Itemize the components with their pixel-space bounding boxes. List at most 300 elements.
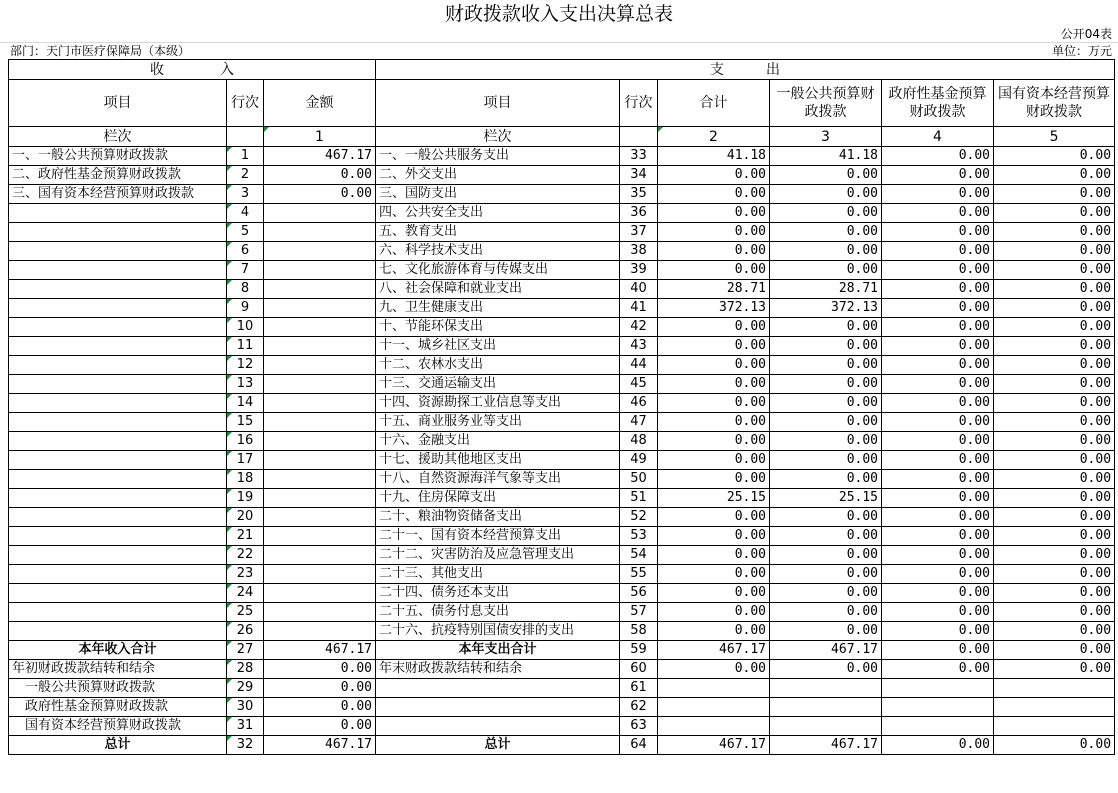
row-number: 37	[620, 223, 658, 242]
income-item-cell: 二、政府性基金预算财政拨款	[9, 166, 227, 185]
row-number: 9	[227, 299, 264, 318]
expense-item-cell: 四、公共安全支出	[376, 204, 620, 223]
amount-cell: 0.00	[770, 584, 882, 603]
amount-cell: 0.00	[882, 432, 994, 451]
amount-cell	[264, 527, 376, 546]
amount-cell: 0.00	[658, 166, 770, 185]
row-number: 19	[227, 489, 264, 508]
amount-cell: 0.00	[770, 356, 882, 375]
row-number: 26	[227, 622, 264, 641]
income-item-cell	[9, 584, 227, 603]
row-number: 34	[620, 166, 658, 185]
amount-cell: 0.00	[882, 394, 994, 413]
table-row	[9, 432, 1115, 451]
amount-cell: 0.00	[882, 299, 994, 318]
amount-cell	[264, 470, 376, 489]
amount-cell: 0.00	[770, 451, 882, 470]
expense-item-cell: 二十三、其他支出	[376, 565, 620, 584]
empty-cell	[376, 698, 620, 717]
amount-cell: 0.00	[770, 432, 882, 451]
amount-cell: 0.00	[770, 565, 882, 584]
expense-item-cell: 五、教育支出	[376, 223, 620, 242]
amount-cell: 0.00	[994, 147, 1115, 166]
summary-row-grand-total	[9, 736, 1115, 755]
amount-cell: 0.00	[770, 546, 882, 565]
amount-cell: 0.00	[994, 356, 1115, 375]
empty-cell	[770, 698, 882, 717]
amount-cell: 372.13	[658, 299, 770, 318]
amount-cell: 41.18	[770, 147, 882, 166]
amount-cell: 0.00	[770, 413, 882, 432]
row-number: 42	[620, 318, 658, 337]
empty-cell	[376, 717, 620, 736]
amount-cell: 0.00	[882, 641, 994, 660]
income-rowno-header: 行次	[227, 80, 264, 127]
amount-cell: 0.00	[882, 508, 994, 527]
header-row-group	[9, 60, 1115, 80]
expense-total-header: 合计	[658, 80, 770, 127]
table-row	[9, 299, 1115, 318]
expense-item-cell: 十一、城乡社区支出	[376, 337, 620, 356]
empty-cell	[620, 127, 658, 147]
amount-cell: 0.00	[658, 565, 770, 584]
empty-cell	[658, 679, 770, 698]
amount-cell: 0.00	[658, 318, 770, 337]
row-number: 50	[620, 470, 658, 489]
state-capital-header: 国有资本经营预算财政拨款	[994, 80, 1115, 127]
begin-fund-label: 政府性基金预算财政拨款	[9, 698, 227, 717]
amount-cell: 0.00	[658, 185, 770, 204]
row-number: 12	[227, 356, 264, 375]
income-item-cell	[9, 337, 227, 356]
expense-item-cell: 十七、援助其他地区支出	[376, 451, 620, 470]
amount-cell	[264, 375, 376, 394]
amount-cell: 0.00	[994, 527, 1115, 546]
amount-cell: 41.18	[658, 147, 770, 166]
table-row	[9, 603, 1115, 622]
amount-cell: 0.00	[882, 451, 994, 470]
income-item-cell	[9, 489, 227, 508]
amount-cell: 0.00	[770, 603, 882, 622]
income-amount-header: 金额	[264, 80, 376, 127]
expense-item-cell: 九、卫生健康支出	[376, 299, 620, 318]
amount-cell: 0.00	[770, 622, 882, 641]
amount-cell: 467.17	[770, 641, 882, 660]
table-row	[9, 261, 1115, 280]
amount-cell: 0.00	[994, 166, 1115, 185]
amount-cell	[264, 299, 376, 318]
income-item-cell	[9, 280, 227, 299]
amount-cell: 28.71	[770, 280, 882, 299]
row-number: 23	[227, 565, 264, 584]
table-row	[9, 242, 1115, 261]
row-number: 59	[620, 641, 658, 660]
col-number-3: 3	[770, 127, 882, 147]
row-number: 6	[227, 242, 264, 261]
amount-cell: 0.00	[658, 527, 770, 546]
general-budget-header: 一般公共预算财政拨款	[770, 80, 882, 127]
amount-cell: 0.00	[882, 584, 994, 603]
amount-cell: 467.17	[658, 736, 770, 755]
amount-cell: 467.17	[770, 736, 882, 755]
amount-cell: 0.00	[770, 527, 882, 546]
page-title: 财政拨款收入支出决算总表	[444, 3, 673, 25]
row-number: 8	[227, 280, 264, 299]
row-number: 61	[620, 679, 658, 698]
amount-cell: 0.00	[264, 185, 376, 204]
end-balance-label: 年末财政拨款结转和结余	[376, 660, 620, 679]
row-number: 55	[620, 565, 658, 584]
amount-cell: 0.00	[770, 470, 882, 489]
row-number: 24	[227, 584, 264, 603]
amount-cell: 0.00	[994, 242, 1115, 261]
amount-cell	[264, 223, 376, 242]
amount-cell: 0.00	[658, 584, 770, 603]
table-row	[9, 489, 1115, 508]
amount-cell: 0.00	[658, 660, 770, 679]
row-number: 47	[620, 413, 658, 432]
empty-cell	[882, 679, 994, 698]
amount-cell: 0.00	[658, 261, 770, 280]
amount-cell	[264, 356, 376, 375]
table-row	[9, 204, 1115, 223]
amount-cell: 0.00	[882, 660, 994, 679]
expense-item-cell: 二十六、抗疫特别国债安排的支出	[376, 622, 620, 641]
amount-cell: 0.00	[882, 413, 994, 432]
amount-cell	[264, 337, 376, 356]
row-number: 44	[620, 356, 658, 375]
unit-label: 单位：万元	[1051, 44, 1112, 58]
grand-total-label: 总计	[9, 736, 227, 755]
table-row	[9, 546, 1115, 565]
table-row	[9, 375, 1115, 394]
amount-cell: 0.00	[994, 223, 1115, 242]
empty-cell	[994, 679, 1115, 698]
column-label-cell: 栏次	[376, 127, 620, 147]
summary-row-year	[9, 641, 1115, 660]
row-number: 10	[227, 318, 264, 337]
row-number: 3	[227, 185, 264, 204]
amount-cell: 0.00	[658, 508, 770, 527]
amount-cell: 0.00	[882, 337, 994, 356]
amount-cell	[264, 603, 376, 622]
col-number-4: 4	[882, 127, 994, 147]
empty-cell	[882, 698, 994, 717]
expense-item-cell: 十三、交通运输支出	[376, 375, 620, 394]
empty-cell	[882, 717, 994, 736]
expense-item-cell: 二十二、灾害防治及应急管理支出	[376, 546, 620, 565]
amount-cell: 0.00	[264, 717, 376, 736]
income-item-cell	[9, 451, 227, 470]
summary-row-carryover	[9, 660, 1115, 679]
amount-cell: 0.00	[882, 242, 994, 261]
amount-cell: 0.00	[994, 584, 1115, 603]
amount-cell: 0.00	[994, 470, 1115, 489]
row-number: 58	[620, 622, 658, 641]
amount-cell: 0.00	[658, 337, 770, 356]
row-number: 54	[620, 546, 658, 565]
empty-cell	[994, 698, 1115, 717]
income-item-cell	[9, 318, 227, 337]
amount-cell: 0.00	[658, 204, 770, 223]
grand-total-label: 总计	[376, 736, 620, 755]
column-label-cell: 栏次	[9, 127, 227, 147]
amount-cell: 0.00	[882, 318, 994, 337]
expense-item-cell: 十、节能环保支出	[376, 318, 620, 337]
row-number: 41	[620, 299, 658, 318]
expense-item-cell: 十六、金融支出	[376, 432, 620, 451]
amount-cell: 0.00	[658, 470, 770, 489]
empty-cell	[658, 698, 770, 717]
row-number: 5	[227, 223, 264, 242]
amount-cell: 0.00	[658, 375, 770, 394]
expense-rowno-header: 行次	[620, 80, 658, 127]
amount-cell: 0.00	[994, 299, 1115, 318]
row-number: 36	[620, 204, 658, 223]
summary-row-fund	[9, 698, 1115, 717]
income-item-cell	[9, 223, 227, 242]
table-row	[9, 413, 1115, 432]
table-row	[9, 280, 1115, 299]
table-row	[9, 337, 1115, 356]
expense-item-cell: 一、一般公共服务支出	[376, 147, 620, 166]
income-group-header: 收 入	[9, 60, 376, 80]
expense-item-cell: 十八、自然资源海洋气象等支出	[376, 470, 620, 489]
row-number: 38	[620, 242, 658, 261]
amount-cell: 0.00	[264, 698, 376, 717]
row-number: 7	[227, 261, 264, 280]
income-item-cell	[9, 261, 227, 280]
expense-item-cell: 十五、商业服务业等支出	[376, 413, 620, 432]
empty-cell	[227, 127, 264, 147]
income-item-cell	[9, 603, 227, 622]
row-number: 28	[227, 660, 264, 679]
amount-cell: 0.00	[994, 204, 1115, 223]
empty-cell	[376, 679, 620, 698]
row-number: 21	[227, 527, 264, 546]
amount-cell: 0.00	[658, 451, 770, 470]
amount-cell	[264, 489, 376, 508]
table-row	[9, 622, 1115, 641]
amount-cell	[264, 622, 376, 641]
amount-cell: 0.00	[882, 223, 994, 242]
amount-cell: 0.00	[994, 261, 1115, 280]
amount-cell: 25.15	[770, 489, 882, 508]
row-number: 33	[620, 147, 658, 166]
row-number: 49	[620, 451, 658, 470]
amount-cell: 0.00	[882, 356, 994, 375]
amount-cell: 0.00	[770, 375, 882, 394]
row-number: 20	[227, 508, 264, 527]
empty-cell	[770, 679, 882, 698]
row-number: 62	[620, 698, 658, 717]
row-number: 53	[620, 527, 658, 546]
amount-cell: 467.17	[658, 641, 770, 660]
column-number-row	[9, 127, 1115, 147]
amount-cell	[264, 584, 376, 603]
expense-item-cell: 二十五、债务付息支出	[376, 603, 620, 622]
amount-cell: 0.00	[658, 546, 770, 565]
row-number: 60	[620, 660, 658, 679]
row-number: 16	[227, 432, 264, 451]
income-item-cell	[9, 432, 227, 451]
header-row-columns	[9, 80, 1115, 127]
row-number: 56	[620, 584, 658, 603]
amount-cell: 467.17	[264, 736, 376, 755]
col-number-5: 5	[994, 127, 1115, 147]
table-row	[9, 565, 1115, 584]
amount-cell	[264, 451, 376, 470]
amount-cell: 0.00	[994, 603, 1115, 622]
table-row	[9, 508, 1115, 527]
amount-cell: 0.00	[994, 432, 1115, 451]
row-number: 22	[227, 546, 264, 565]
row-number: 39	[620, 261, 658, 280]
amount-cell: 0.00	[994, 565, 1115, 584]
amount-cell	[264, 204, 376, 223]
row-number: 48	[620, 432, 658, 451]
amount-cell: 0.00	[882, 185, 994, 204]
department-label: 部门：天门市医疗保障局（本级）	[10, 44, 191, 58]
amount-cell	[264, 280, 376, 299]
begin-balance-label: 年初财政拨款结转和结余	[9, 660, 227, 679]
amount-cell: 0.00	[994, 736, 1115, 755]
amount-cell: 0.00	[658, 394, 770, 413]
amount-cell: 0.00	[882, 527, 994, 546]
amount-cell: 0.00	[882, 375, 994, 394]
income-item-cell	[9, 204, 227, 223]
amount-cell: 0.00	[994, 508, 1115, 527]
amount-cell	[264, 394, 376, 413]
income-item-cell: 三、国有资本经营预算财政拨款	[9, 185, 227, 204]
amount-cell	[264, 546, 376, 565]
amount-cell: 0.00	[994, 489, 1115, 508]
income-item-cell: 一、一般公共预算财政拨款	[9, 147, 227, 166]
expense-item-cell: 十二、农林水支出	[376, 356, 620, 375]
amount-cell: 467.17	[264, 147, 376, 166]
row-number: 4	[227, 204, 264, 223]
income-item-header: 项目	[9, 80, 227, 127]
amount-cell	[264, 508, 376, 527]
row-number: 27	[227, 641, 264, 660]
income-item-cell	[9, 413, 227, 432]
amount-cell: 467.17	[264, 641, 376, 660]
amount-cell: 0.00	[658, 223, 770, 242]
amount-cell: 0.00	[658, 603, 770, 622]
row-number: 40	[620, 280, 658, 299]
income-item-cell	[9, 299, 227, 318]
income-item-cell	[9, 375, 227, 394]
income-item-cell	[9, 394, 227, 413]
amount-cell: 0.00	[994, 622, 1115, 641]
year-expense-label: 本年支出合计	[376, 641, 620, 660]
row-number: 11	[227, 337, 264, 356]
amount-cell: 0.00	[994, 337, 1115, 356]
row-number: 15	[227, 413, 264, 432]
amount-cell: 0.00	[994, 660, 1115, 679]
amount-cell	[264, 261, 376, 280]
expense-group-header: 支 出	[376, 60, 1115, 80]
expense-item-cell: 三、国防支出	[376, 185, 620, 204]
expense-item-cell: 二十、粮油物资储备支出	[376, 508, 620, 527]
empty-cell	[658, 717, 770, 736]
amount-cell: 0.00	[882, 470, 994, 489]
amount-cell: 0.00	[882, 565, 994, 584]
expense-item-cell: 二、外交支出	[376, 166, 620, 185]
row-number: 45	[620, 375, 658, 394]
amount-cell	[264, 432, 376, 451]
amount-cell: 0.00	[994, 641, 1115, 660]
table-row	[9, 318, 1115, 337]
amount-cell: 0.00	[882, 736, 994, 755]
amount-cell: 0.00	[658, 242, 770, 261]
amount-cell: 372.13	[770, 299, 882, 318]
amount-cell: 0.00	[994, 185, 1115, 204]
amount-cell: 0.00	[770, 337, 882, 356]
row-number: 25	[227, 603, 264, 622]
amount-cell: 0.00	[994, 375, 1115, 394]
row-number: 35	[620, 185, 658, 204]
amount-cell: 0.00	[770, 185, 882, 204]
table-row	[9, 185, 1115, 204]
begin-general-label: 一般公共预算财政拨款	[9, 679, 227, 698]
row-number: 1	[227, 147, 264, 166]
row-number: 30	[227, 698, 264, 717]
row-number: 43	[620, 337, 658, 356]
row-number: 52	[620, 508, 658, 527]
expense-item-cell: 二十四、债务还本支出	[376, 584, 620, 603]
income-item-cell	[9, 356, 227, 375]
amount-cell: 0.00	[882, 280, 994, 299]
amount-cell: 0.00	[882, 546, 994, 565]
table-row	[9, 451, 1115, 470]
col-number-2: 2	[658, 127, 770, 147]
amount-cell: 0.00	[770, 394, 882, 413]
form-code: 公开04表	[1060, 27, 1112, 41]
income-item-cell	[9, 527, 227, 546]
table-row	[9, 166, 1115, 185]
row-number: 51	[620, 489, 658, 508]
amount-cell: 0.00	[264, 166, 376, 185]
amount-cell: 0.00	[882, 147, 994, 166]
row-number: 63	[620, 717, 658, 736]
income-item-cell	[9, 546, 227, 565]
expense-item-cell: 十四、资源勘探工业信息等支出	[376, 394, 620, 413]
expense-item-cell: 八、社会保障和就业支出	[376, 280, 620, 299]
amount-cell	[264, 413, 376, 432]
table-row	[9, 394, 1115, 413]
summary-row-capital	[9, 717, 1115, 736]
amount-cell: 0.00	[770, 223, 882, 242]
table-row	[9, 470, 1115, 489]
amount-cell: 0.00	[658, 413, 770, 432]
amount-cell: 0.00	[770, 166, 882, 185]
summary-row-general	[9, 679, 1115, 698]
amount-cell	[264, 242, 376, 261]
row-number: 31	[227, 717, 264, 736]
row-number: 18	[227, 470, 264, 489]
income-item-cell	[9, 565, 227, 584]
table-row	[9, 584, 1115, 603]
begin-capital-label: 国有资本经营预算财政拨款	[9, 717, 227, 736]
expense-item-cell: 六、科学技术支出	[376, 242, 620, 261]
amount-cell	[264, 565, 376, 584]
year-income-label: 本年收入合计	[9, 641, 227, 660]
row-number: 57	[620, 603, 658, 622]
table-row	[9, 356, 1115, 375]
row-number: 46	[620, 394, 658, 413]
amount-cell: 0.00	[994, 451, 1115, 470]
